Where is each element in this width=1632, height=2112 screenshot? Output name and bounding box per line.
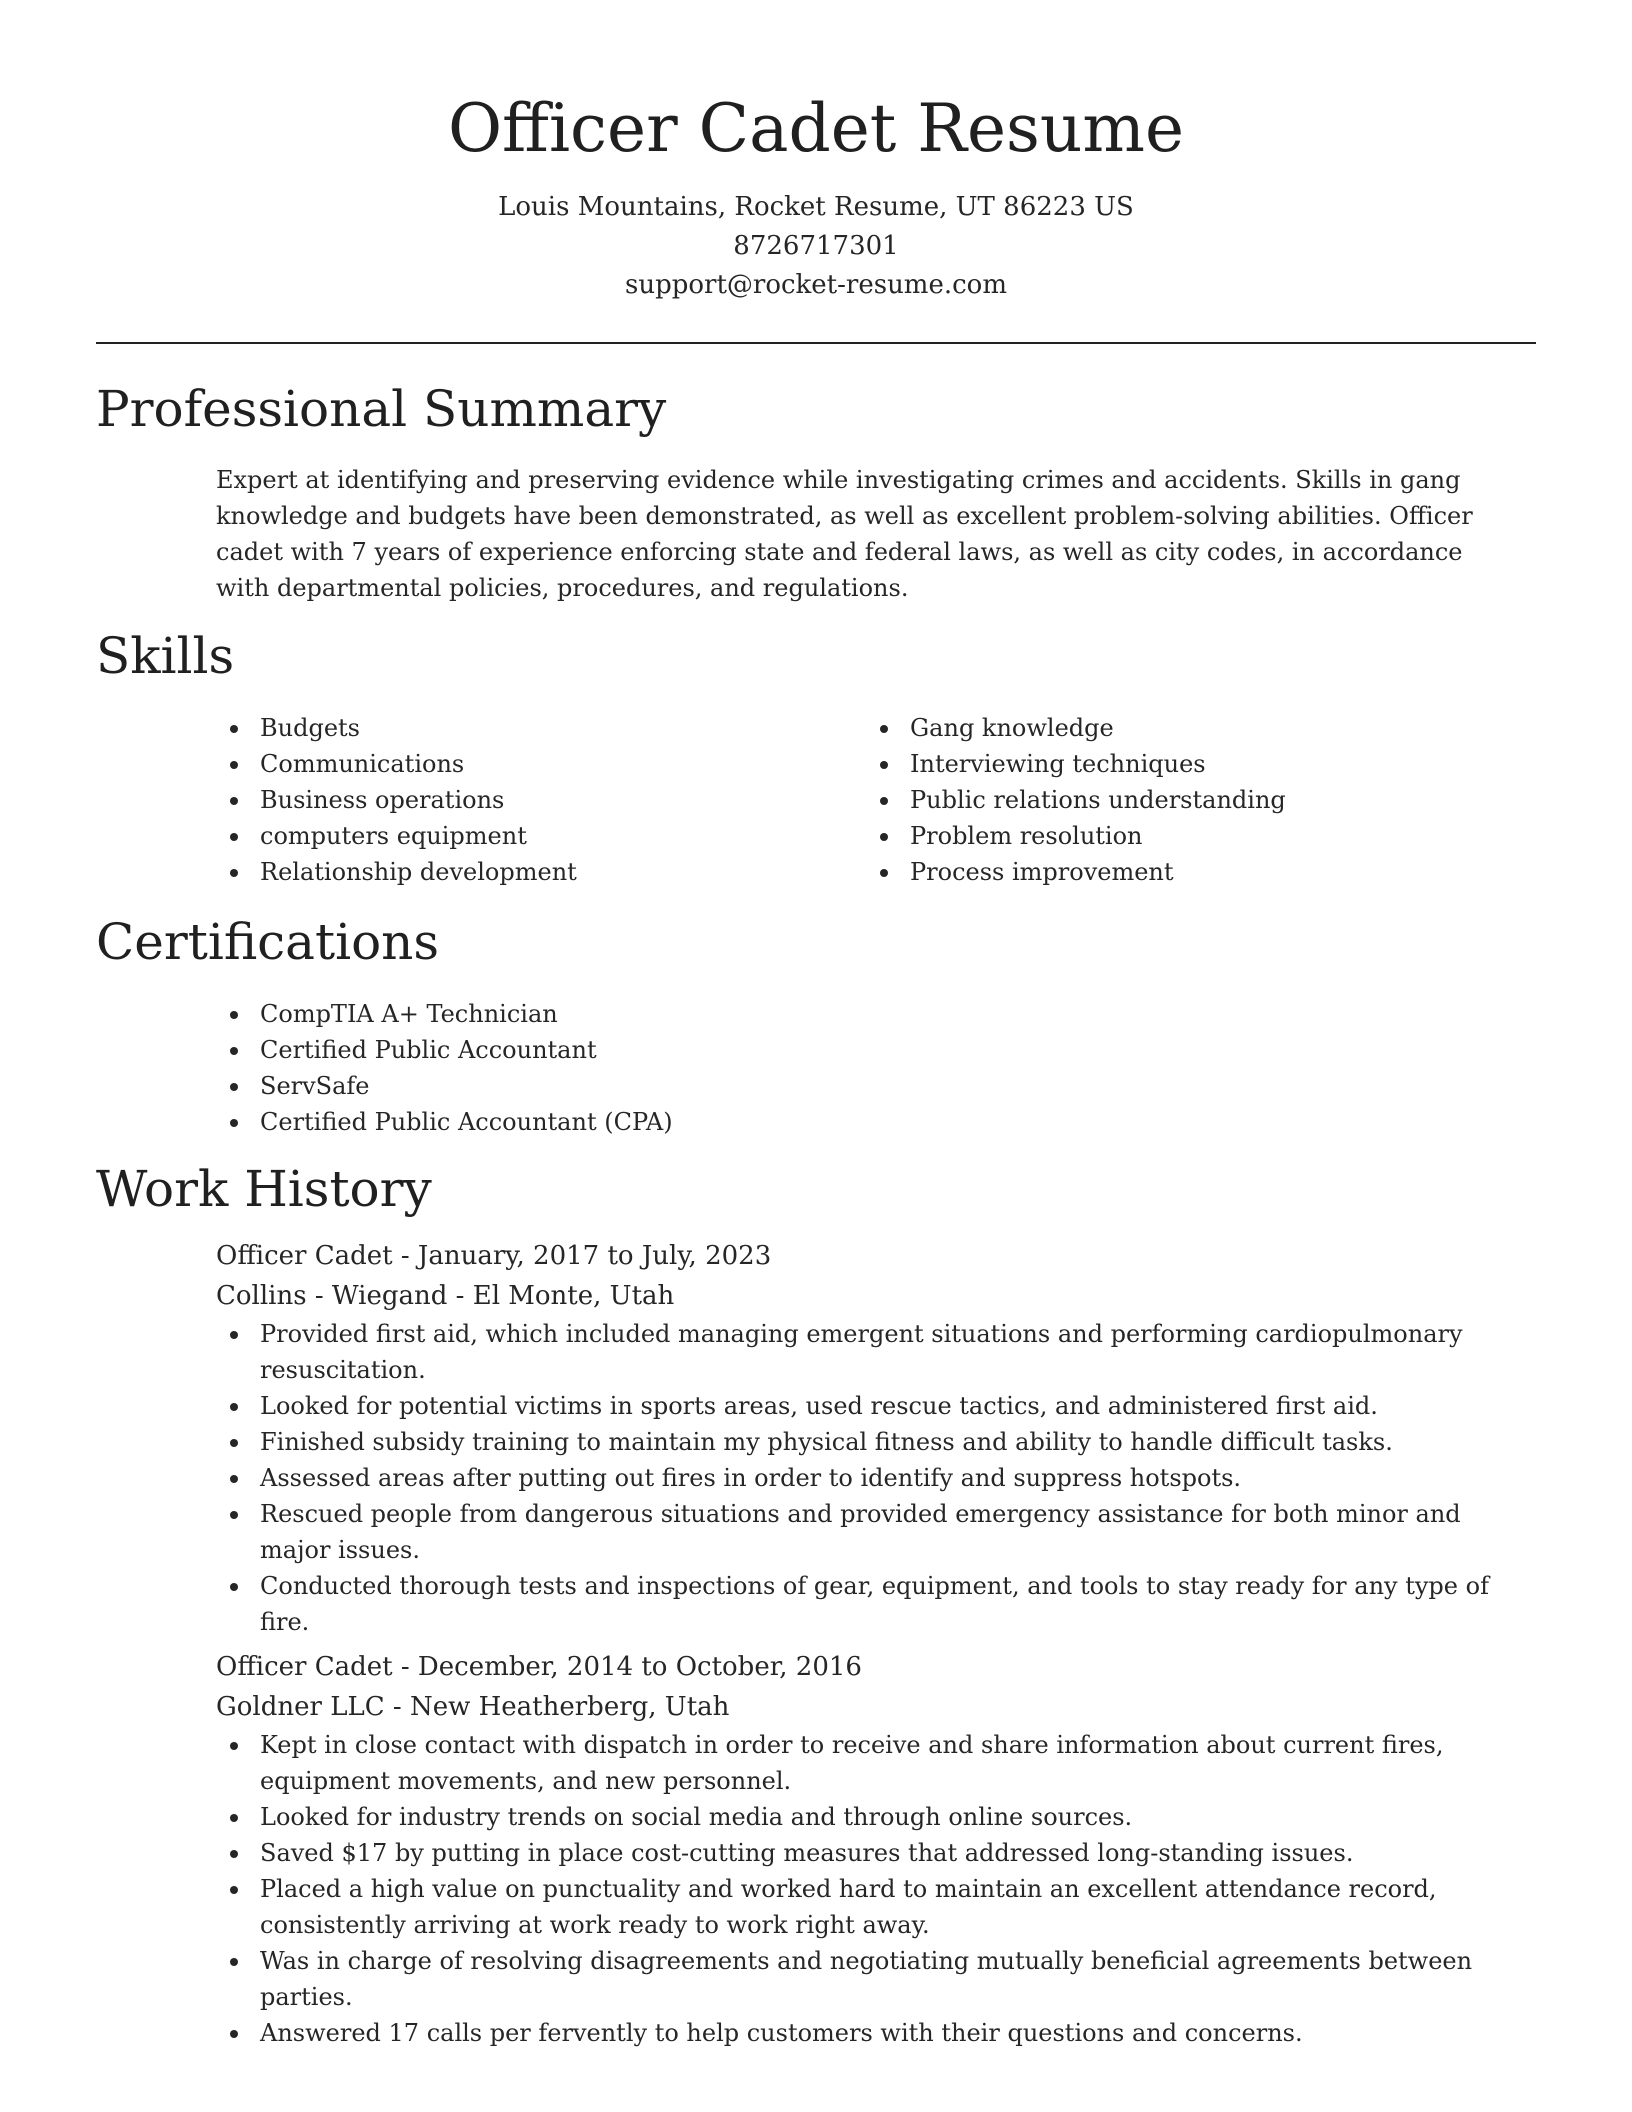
list-item: Rescued people from dangerous situations and provided emergency assistance for both minor and major issues. [216,1496,1516,1568]
list-item: Process improvement [866,854,1506,890]
job-title-dates: Officer Cadet - January, 2017 to July, 2023 [216,1241,772,1271]
list-item: Provided first aid, which included managing emergent situations and performing cardiopulmonary resuscitation. [216,1316,1516,1388]
job-title-dates: Officer Cadet - December, 2014 to October, 2016 [216,1652,862,1682]
list-item: Conducted thorough tests and inspections of gear, equipment, and tools to stay ready for any type of fire. [216,1568,1516,1640]
work-history-heading: Work History [96,1160,432,1218]
list-item: Saved $17 by putting in place cost-cutting measures that addressed long-standing issues. [216,1835,1516,1871]
list-item: CompTIA A+ Technician [216,996,1516,1032]
list-item: Public relations understanding [866,782,1506,818]
list-item: Gang knowledge [866,710,1506,746]
job-company-location: Collins - Wiegand - El Monte, Utah [216,1281,675,1311]
list-item: Relationship development [216,854,836,890]
list-item: Kept in close contact with dispatch in order to receive and share information about current fires, equipment movements, and new personnel. [216,1727,1516,1799]
list-item: Communications [216,746,836,782]
job-entry [216,1236,1516,1640]
contact-address: Louis Mountains, Rocket Resume, UT 86223 US [498,192,1134,222]
list-item: Budgets [216,710,836,746]
skills-list-left [216,710,836,890]
job-duties-list [216,1316,1516,1640]
summary-text: Expert at identifying and preserving evidence while investigating crimes and accidents. Skills in gang knowledge and budgets have been demonstrated, as well as excellent problem-solving abilities. Officer cadet with 7 years of experience enforcing state and federal laws, as well as city codes, in accordance with departmental policies, procedures, and regulations. [216,466,1473,602]
list-item: Answered 17 calls per fervently to help customers with their questions and concerns. [216,2015,1516,2051]
job-entry [216,1647,1516,2051]
list-item: Finished subsidy training to maintain my physical fitness and ability to handle difficult tasks. [216,1424,1516,1460]
skills-heading: Skills [96,627,235,685]
contact-phone: 8726717301 [733,231,899,261]
list-item: Certified Public Accountant [216,1032,1516,1068]
list-item: Assessed areas after putting out fires in order to identify and suppress hotspots. [216,1460,1516,1496]
list-item: ServSafe [216,1068,1516,1104]
contact-block [0,188,1632,305]
resume-title: Officer Cadet Resume [447,90,1185,167]
job-company-location: Goldner LLC - New Heatherberg, Utah [216,1692,730,1722]
list-item: Business operations [216,782,836,818]
certifications-list [216,996,1516,1140]
header-divider [96,342,1536,344]
list-item: Was in charge of resolving disagreements and negotiating mutually beneficial agreements between parties. [216,1943,1516,2015]
job-duties-list [216,1727,1516,2051]
list-item: Problem resolution [866,818,1506,854]
certifications-heading: Certifications [96,913,440,971]
resume-header [0,84,1632,305]
list-item: Looked for industry trends on social media and through online sources. [216,1799,1516,1835]
list-item: Placed a high value on punctuality and worked hard to maintain an excellent attendance record, consistently arriving at work ready to work right away. [216,1871,1516,1943]
summary-heading: Professional Summary [96,380,667,438]
list-item: Looked for potential victims in sports areas, used rescue tactics, and administered first aid. [216,1388,1516,1424]
list-item: Interviewing techniques [866,746,1506,782]
skills-list-right [866,710,1506,890]
contact-email: support@rocket-resume.com [624,270,1007,300]
list-item: computers equipment [216,818,836,854]
list-item: Certified Public Accountant (CPA) [216,1104,1516,1140]
